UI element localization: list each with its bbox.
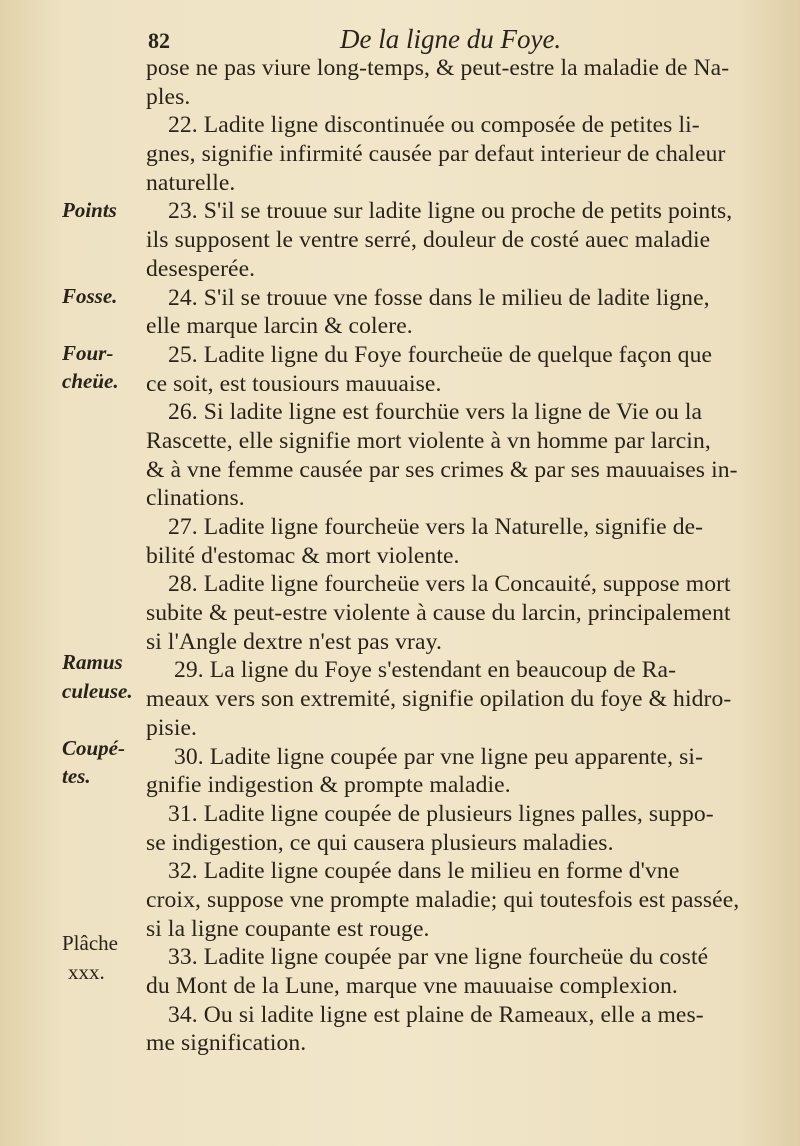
text-line: se indigestion, ce qui causera plusieurs maladies.: [146, 829, 614, 856]
text-line: subite & peut-estre violente à cause du larcin, principalement: [146, 600, 731, 627]
text-line: 33. Ladite ligne coupée par vne ligne fourcheüe du costé: [168, 944, 709, 971]
text-line: 30. Ladite ligne coupée par vne ligne peu apparente, si-: [174, 743, 704, 770]
body-text: [146, 54, 776, 1058]
text-line: gnes, signifie infirmité causée par defaut interieur de chaleur: [146, 141, 726, 168]
text-line: me signification.: [146, 1030, 307, 1057]
text-line: 34. Ou si ladite ligne est plaine de Rameaux, elle a mes-: [168, 1001, 704, 1028]
text-line: 22. Ladite ligne discontinuée ou composée de petites li-: [168, 112, 700, 139]
text-line: desesperée.: [146, 255, 256, 282]
text-line: bilité d'estomac & mort violente.: [146, 542, 460, 569]
text-line: pose ne pas viure long-temps, & peut-estre la maladie de Na-: [146, 55, 730, 81]
margin-note-planche: Plâche: [62, 931, 118, 955]
text-line: Rascette, elle signifie mort violente à vn homme par larcin,: [146, 427, 711, 454]
text-line: & à vne femme causée par ses crimes & par ses mauuaises in-: [146, 456, 738, 483]
running-title: De la ligne du Foye.: [340, 24, 562, 54]
text-line: 26. Si ladite ligne est fourchüe vers la ligne de Vie ou la: [168, 399, 703, 426]
margin-note-fosse: Fosse.: [62, 284, 118, 308]
margin-note-rameuse-cont: culeuse.: [62, 679, 133, 703]
margin-note-fourcheue-cont: cheüe.: [62, 369, 119, 393]
text-line: 27. Ladite ligne fourcheüe vers la Naturelle, signifie de-: [168, 514, 704, 540]
text-line: ils supposent le ventre serré, douleur de costé auec maladie: [146, 227, 711, 254]
text-line: ples.: [146, 83, 191, 110]
text-line: du Mont de la Lune, marque vne mauuaise complexion.: [146, 973, 678, 999]
margin-note-rameuse: Ramus: [62, 650, 123, 674]
text-line: si la ligne coupante est rouge.: [146, 915, 430, 942]
page-number: 82: [148, 28, 170, 53]
text-line: 24. S'il se trouue vne fosse dans le milieu de ladite ligne,: [168, 284, 710, 311]
page-header: [0, 22, 800, 56]
text-line: 28. Ladite ligne fourcheüe vers la Concauité, suppose mort: [168, 571, 731, 598]
text-line: 29. La ligne du Foye s'estendant en beaucoup de Ra-: [174, 657, 677, 684]
text-line: 25. Ladite ligne du Foye fourcheüe de quelque façon que: [168, 341, 713, 368]
text-line: ce soit, est tousiours mauuaise.: [146, 370, 442, 397]
text-line: meaux vers son extremité, signifie opilation du foye & hidro-: [146, 686, 732, 713]
margin-note-points: Points: [62, 198, 117, 222]
text-line: 32. Ladite ligne coupée dans le milieu en forme d'vne: [168, 858, 680, 885]
text-line: naturelle.: [146, 169, 236, 196]
margin-note-planche-number: xxx.: [68, 960, 105, 984]
text-line: clinations.: [146, 485, 245, 512]
text-line: si l'Angle dextre n'est pas vray.: [146, 628, 442, 655]
text-line: pisie.: [146, 714, 198, 741]
margin-note-coupees: Coupé-: [62, 736, 125, 760]
text-line: gnifie indigestion & prompte maladie.: [146, 772, 511, 799]
margin-note-fourcheue: Four-: [62, 341, 114, 365]
text-line: croix, suppose vne prompte maladie; qui toutesfois est passée,: [146, 886, 740, 913]
text-line: elle marque larcin & colere.: [146, 313, 413, 340]
text-line: 23. S'il se trouue sur ladite ligne ou proche de petits points,: [168, 198, 733, 225]
margin-note-coupees-cont: tes.: [62, 764, 91, 788]
text-line: 31. Ladite ligne coupée de plusieurs lignes palles, suppo-: [168, 800, 714, 827]
